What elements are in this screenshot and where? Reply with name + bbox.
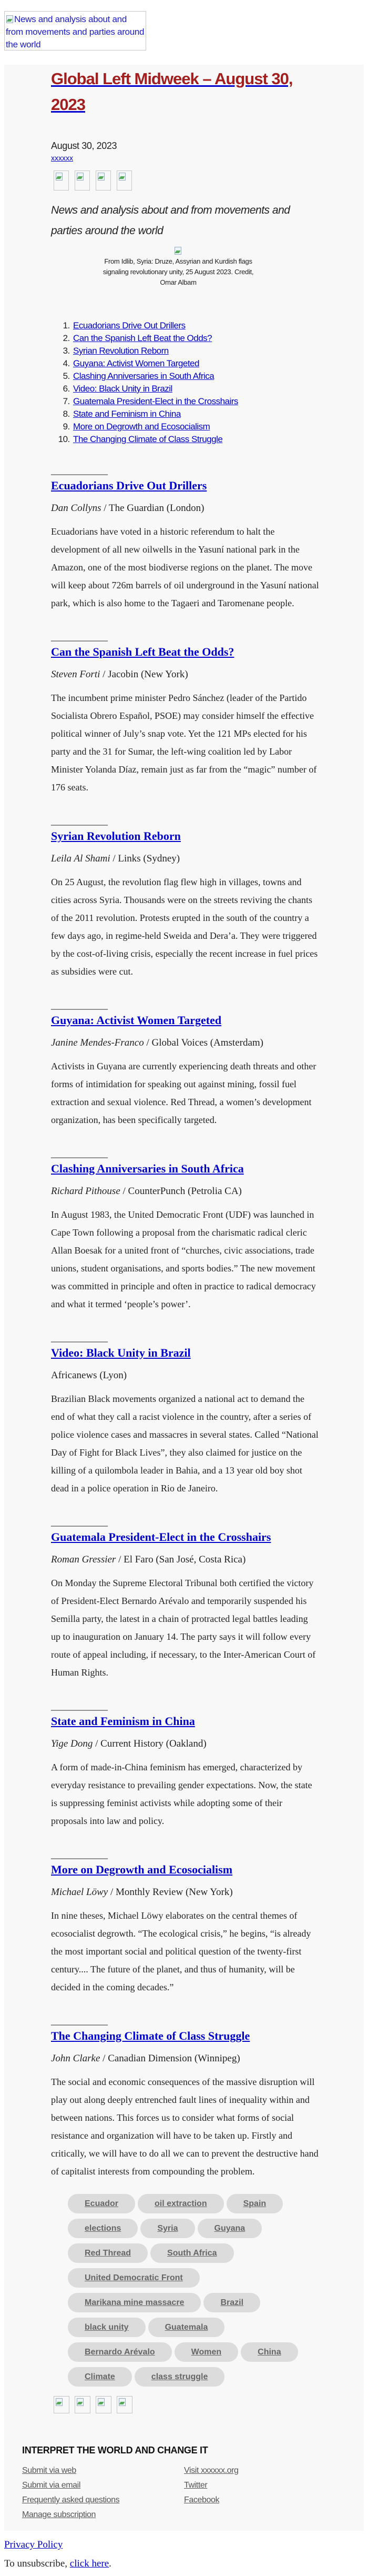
article-summary: On Monday the Supreme Electoral Tribunal both certified the victory of President-Elect Bernardo Arévalo and temporarily suspended his Semilla party, the latest in a chain of protracted legal battles leading up to inauguration on January 14. The party says it will follow every route of appeal including, if necessary, to the Inter-American Court of Human Rights.: [51, 1578, 316, 1678]
article: [51, 1701, 319, 1830]
footer-right-links: [184, 2463, 346, 2522]
toc-link[interactable]: Syrian Revolution Reborn: [73, 346, 169, 356]
divider: ____________: [51, 1332, 108, 1343]
footer-heading: INTERPRET THE WORLD AND CHANGE IT: [22, 2445, 208, 2455]
byline-separator: /: [101, 503, 109, 514]
article-byline: [51, 1369, 319, 1382]
tag-link[interactable]: oil extraction: [138, 2194, 224, 2213]
article-source: The Guardian (London): [108, 503, 205, 514]
footer-link[interactable]: Frequently asked questions: [22, 2495, 120, 2504]
article-title: [51, 1346, 319, 1360]
broken-image-icon: [55, 172, 64, 181]
footer-left-links: [22, 2463, 184, 2522]
article-author: Richard Pithouse: [51, 1186, 120, 1197]
table-of-contents: [51, 319, 319, 446]
tagline: News and analysis about and from movements and parties around the world: [51, 204, 290, 237]
toc-item: [72, 332, 319, 345]
byline-separator: /: [100, 669, 108, 680]
toc-item: [72, 345, 319, 357]
divider: ____________: [51, 1148, 108, 1159]
article-summary: The incumbent prime minister Pedro Sánchez (leader of the Partido Socialista Obrero Español, PSOE) may consider himself the effective political winner of July’s snap vote. Yet the 121 MPs elected for his party and the 31 for Sumar, the left-wing coalition led by Labor Minister Yolanda Díaz, remain just as far from the “magic” number of 176 seats.: [51, 693, 317, 793]
tag-link[interactable]: class struggle: [135, 2367, 225, 2387]
broken-image-icon: [118, 172, 127, 181]
tag-link[interactable]: South Africa: [150, 2243, 234, 2263]
tag-link[interactable]: United Democratic Front: [68, 2268, 200, 2288]
share-icon-1[interactable]: [54, 171, 69, 191]
toc-item: [72, 383, 319, 395]
privacy-policy-link[interactable]: Privacy Policy: [4, 2539, 63, 2550]
article-summary: In nine theses, Michael Löwy elaborates on the central themes of ecosocialist degrowth. “The ecological crisis,” he begins, “is already the most important social and political question of the twenty-first century.... The future of the planet, and thus of humanity, will be decided in the coming decades.”: [51, 1910, 311, 1992]
toc-link[interactable]: Ecuadorians Drive Out Drillers: [73, 320, 186, 330]
tag-link[interactable]: black unity: [68, 2318, 146, 2337]
toc-link[interactable]: Guatemala President-Elect in the Crosshairs: [73, 396, 238, 406]
article-title-link[interactable]: Ecuadorians Drive Out Drillers: [51, 479, 207, 492]
article: [51, 1149, 319, 1313]
toc-item: [72, 357, 319, 370]
toc-link[interactable]: Guyana: Activist Women Targeted: [73, 358, 199, 368]
article-byline: [51, 1886, 319, 1899]
unsubscribe-suffix: .: [109, 2558, 111, 2569]
article-author: Michael Löwy: [51, 1887, 108, 1898]
article-title-link[interactable]: Clashing Anniversaries in South Africa: [51, 1162, 244, 1175]
share-icon-4[interactable]: [117, 171, 132, 191]
byline-separator: /: [93, 1738, 101, 1749]
tag-link[interactable]: elections: [68, 2219, 138, 2238]
share-icon-1[interactable]: [54, 2396, 69, 2413]
tag-link[interactable]: Red Thread: [68, 2243, 148, 2263]
share-icon-2[interactable]: [75, 2396, 90, 2413]
article-summary: In August 1983, the United Democratic Front (UDF) was launched in Cape Town following a proposal from the charismatic radical cleric Allan Boesak for a united front of “churches, civic associations, trade unions, student organisations, and sports bodies.” The new movement was committed in principle and often in practice to radical democracy and what it termed ‘people’s power’.: [51, 1209, 316, 1309]
share-icon-4[interactable]: [117, 2396, 132, 2413]
footer-link[interactable]: Visit xxxxxx.org: [184, 2466, 239, 2475]
broken-image-icon: [6, 15, 14, 23]
article-source: Jacobin (New York): [108, 669, 188, 680]
tag-link[interactable]: Spain: [227, 2194, 283, 2213]
article-title: [51, 1013, 319, 1028]
divider: ____________: [51, 1000, 108, 1010]
article-title: [51, 1862, 319, 1877]
tag-link[interactable]: Bernardo Arévalo: [68, 2342, 172, 2362]
article: [51, 816, 319, 980]
divider: ____________: [51, 632, 108, 642]
toc-link[interactable]: Video: Black Unity in Brazil: [73, 384, 172, 394]
article-title: [51, 829, 319, 844]
article-author: Leila Al Shami: [51, 853, 110, 864]
article-title: [51, 1530, 319, 1545]
toc-item: [72, 408, 319, 420]
share-icons: [54, 171, 319, 191]
article: [51, 1517, 319, 1681]
article-author: Roman Gressier: [51, 1554, 116, 1565]
article: [51, 1850, 319, 1996]
article: [51, 1000, 319, 1129]
article-title: [51, 478, 319, 493]
header-image-alt-text: News and analysis about and from movements and parties around the world: [6, 14, 145, 49]
broken-image-icon: [76, 2398, 85, 2406]
article: [51, 466, 319, 612]
article-summary: Activists in Guyana are currently experiencing death threats and other forms of intimidation for speaking out against mining, fossil fuel extraction and sexual violence. Red Thread, a women’s development organization, has been specifically targeted.: [51, 1061, 316, 1125]
article: [51, 1333, 319, 1497]
toc-link[interactable]: The Changing Climate of Class Struggle: [73, 434, 223, 444]
divider: ____________: [51, 1849, 108, 1860]
article-source: Canadian Dimension (Winnipeg): [108, 2053, 240, 2064]
tag-link[interactable]: Women: [175, 2342, 238, 2362]
tag-link[interactable]: Climate: [68, 2367, 132, 2387]
article-byline: [51, 1185, 319, 1198]
article-author: John Clarke: [51, 2053, 100, 2064]
article-author: Dan Collyns: [51, 503, 101, 514]
article-title: [51, 1714, 319, 1729]
tag-link[interactable]: Syria: [140, 2219, 195, 2238]
byline-separator: /: [120, 1186, 128, 1197]
newsletter-body: [4, 65, 364, 2531]
article-author: Janine Mendes-Franco: [51, 1037, 144, 1048]
article-title-link[interactable]: More on Degrowth and Ecosocialism: [51, 1863, 233, 1876]
page-title: [51, 65, 319, 117]
footer: [22, 2445, 364, 2522]
broken-image-icon: [97, 2398, 106, 2406]
article-author: Steven Forti: [51, 669, 100, 680]
article-author: Yige Dong: [51, 1738, 93, 1749]
broken-image-icon: [118, 2398, 127, 2406]
toc-item: [72, 319, 319, 332]
article-title-link[interactable]: Syrian Revolution Reborn: [51, 829, 181, 843]
unsubscribe-text: [4, 2558, 111, 2570]
publish-date: August 30, 2023: [51, 141, 117, 151]
article-byline: [51, 1737, 319, 1751]
footer-link[interactable]: Twitter: [184, 2481, 208, 2490]
article-summary: The social and economic consequences of the massive disruption will play out along deeply entrenched fault lines of inequality within and between nations. This forces us to consider what forms of social resistance and organization will have to be taken up. Firstly and critically, we will have to do all we can to prevent the destructive hand of capitalist interests from compounding the problem.: [51, 2077, 319, 2177]
tag-link[interactable]: Guyana: [198, 2219, 262, 2238]
broken-image-icon: [55, 2398, 64, 2406]
article-source: El Faro (San José, Costa Rica): [124, 1554, 246, 1565]
article-title-link[interactable]: The Changing Climate of Class Struggle: [51, 2029, 250, 2042]
share-icons-bottom: [54, 2396, 319, 2413]
article-source: Links (Sydney): [118, 853, 180, 864]
divider: ____________: [51, 1517, 108, 1527]
article-source: Global Voices (Amsterdam): [151, 1037, 264, 1048]
broken-image-icon: [97, 172, 106, 181]
article-title: [51, 1161, 319, 1176]
divider: ____________: [51, 1701, 108, 1711]
byline-separator: /: [108, 1887, 116, 1898]
toc-link[interactable]: Clashing Anniversaries in South Africa: [73, 371, 214, 381]
article-byline: [51, 1553, 319, 1567]
broken-image-icon: [76, 172, 85, 181]
article-source: Africanews (Lyon): [51, 1370, 127, 1381]
divider: ____________: [51, 816, 108, 826]
article-source: CounterPunch (Petrolia CA): [128, 1186, 242, 1197]
toc-link[interactable]: More on Degrowth and Ecosocialism: [73, 422, 210, 432]
share-icon-2[interactable]: [75, 171, 90, 191]
article-summary: A form of made-in-China feminism has emerged, characterized by everyday resistance to prevailing gender expectations. Now, the state is suppressing feminist activists while adopting some of their proposals into law and policy.: [51, 1762, 312, 1826]
article-title-link[interactable]: Video: Black Unity in Brazil: [51, 1346, 191, 1359]
author-link[interactable]: xxxxxx: [51, 154, 73, 162]
footer-link[interactable]: Submit via email: [22, 2481, 80, 2490]
article-byline: [51, 668, 319, 681]
image-caption: From Idlib, Syria: Druze, Assyrian and Kurdish flags signaling revolutionary unity, 25 August 2023. Credit, Omar Albam: [103, 257, 254, 286]
tag-link[interactable]: Guatemala: [148, 2318, 225, 2337]
article-summary: Ecuadorians have voted in a historic referendum to halt the development of all new oilwells in the Yasuní national park in the Amazon, one of the most biodiverse regions on the planet. The move will keep about 726m barrels of oil underground in the Yasuní national park, which is also home to the Tagaeri and Taromenane people.: [51, 526, 319, 608]
article-title-link[interactable]: Guyana: Activist Women Targeted: [51, 1014, 222, 1027]
footer-link[interactable]: Facebook: [184, 2495, 220, 2504]
article-byline: [51, 2052, 319, 2066]
toc-item: [72, 370, 319, 383]
footer-link[interactable]: Submit via web: [22, 2466, 76, 2475]
byline-separator: /: [116, 1554, 124, 1565]
article-summary: On 25 August, the revolution flag flew high in villages, towns and cities across Syria. Thousands were on the streets reviving the chants of the 2011 revolution. Protests erupted in the south of the country a few days ago, in regime-held Sweida and Dera’a. They were triggered by the cost-of-living crisis, especially the recent increase in fuel prices as subsidies were cut.: [51, 877, 318, 977]
tag-link[interactable]: Marikana mine massacre: [68, 2293, 201, 2312]
article-title-link[interactable]: Can the Spanish Left Beat the Odds?: [51, 645, 234, 658]
unsubscribe-link[interactable]: click here: [69, 2558, 109, 2569]
bottom-links: [4, 2539, 111, 2570]
article: [51, 632, 319, 796]
article-title-link[interactable]: Guatemala President-Elect in the Crosshairs: [51, 1530, 271, 1543]
toc-item: [72, 420, 319, 433]
share-icon-3[interactable]: [96, 2396, 111, 2413]
byline-separator: /: [110, 853, 118, 864]
page-title-link[interactable]: Global Left Midweek – August 30, 2023: [51, 69, 293, 114]
article-title: [51, 645, 319, 659]
tag-link[interactable]: Ecuador: [68, 2194, 135, 2213]
articles-list: [51, 466, 319, 2180]
tag-link[interactable]: China: [241, 2342, 298, 2362]
toc-link[interactable]: State and Feminism in China: [73, 409, 181, 419]
article-source: Current History (Oakland): [100, 1738, 207, 1749]
article-summary: Brazilian Black movements organized a national act to demand the end of what they call a racist violence in the country, after a series of police violence cases and massacres in several states. Called “National Day of Fight for Black Lives”, they also claimed for justice on the killing of a quilombola leader in Bahia, and a 13 year old boy shot dead in a police operation in Rio de Janeiro.: [51, 1394, 319, 1494]
article-byline: [51, 852, 319, 866]
article: [51, 2016, 319, 2180]
tag-link[interactable]: Brazil: [203, 2293, 260, 2312]
share-icon-3[interactable]: [96, 171, 111, 191]
toc-item: [72, 395, 319, 408]
header-logo-image[interactable]: [4, 11, 146, 51]
featured-image: [174, 246, 182, 255]
article-title-link[interactable]: State and Feminism in China: [51, 1715, 195, 1728]
article-byline: [51, 502, 319, 515]
divider: ____________: [51, 2016, 108, 2026]
divider: ____________: [51, 465, 108, 476]
unsubscribe-prefix: To unsubscribe,: [4, 2558, 70, 2569]
article-byline: [51, 1036, 319, 1050]
byline-separator: /: [100, 2053, 108, 2064]
tag-list: [68, 2194, 299, 2387]
article-title: [51, 2029, 319, 2043]
toc-link[interactable]: Can the Spanish Left Beat the Odds?: [73, 333, 212, 343]
article-source: Monthly Review (New York): [115, 1887, 233, 1898]
footer-link[interactable]: Manage subscription: [22, 2510, 96, 2519]
toc-item: [72, 433, 319, 446]
byline-separator: /: [144, 1037, 152, 1048]
